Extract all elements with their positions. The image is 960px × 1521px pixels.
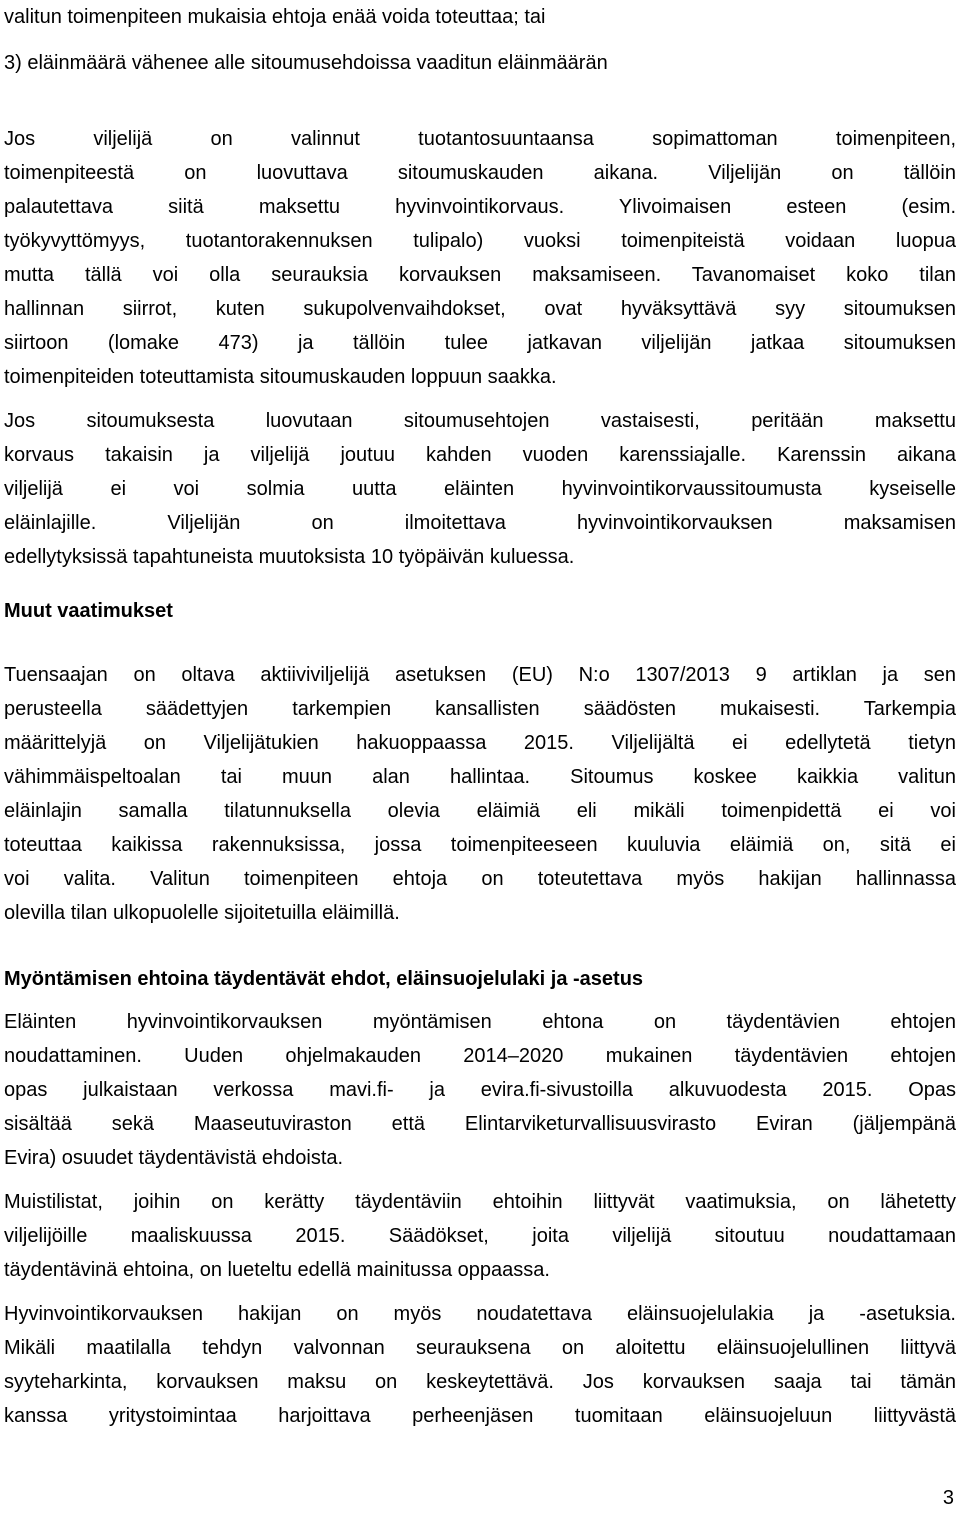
text-line: toimenpiteestä on luovuttava sitoumuskauden aikana. Viljelijän on tällöin	[4, 162, 956, 184]
text-line: vähimmäispeltoalan tai muun alan hallintaa. Sitoumus koskee kaikkia valitun	[4, 766, 956, 788]
text-line: mutta tällä voi olla seurauksia korvauksen maksamiseen. Tavanomaiset koko tilan	[4, 264, 956, 286]
text-line: voi valita. Valitun toimenpiteen ehtoja on toteutettava myös hakijan hallinnassa	[4, 868, 956, 890]
text-line: määrittelyjä on Viljelijätukien hakuoppaassa 2015. Viljelijältä ei edellytetä tietyn	[4, 732, 956, 754]
text-line: Jos sitoumuksesta luovutaan sitoumusehtojen vastaisesti, peritään maksettu	[4, 410, 956, 432]
text-line: sisältää sekä Maaseutuviraston että Elintarviketurvallisuusvirasto Eviran (jäljempänä	[4, 1113, 956, 1135]
text-line: Tuensaajan on oltava aktiiviviljelijä asetuksen (EU) N:o 1307/2013 9 artiklan ja sen	[4, 664, 956, 686]
text-line: valitun toimenpiteen mukaisia ehtoja enää voida toteuttaa; tai	[4, 6, 546, 28]
text-line: eläinlajin samalla tilatunnuksella olevia eläimiä eli mikäli toimenpidettä ei voi	[4, 800, 956, 822]
text-line: hallinnan siirrot, kuten sukupolvenvaihdokset, ovat hyväksyttävä syy sitoumuksen	[4, 298, 956, 320]
text-line: Eläinten hyvinvointikorvauksen myöntämisen ehtona on täydentävien ehtojen	[4, 1011, 956, 1033]
text-line: siirtoon (lomake 473) ja tällöin tulee jatkavan viljelijän jatkaa sitoumuksen	[4, 332, 956, 354]
text-line: Muistilistat, joihin on kerätty täydentäviin ehtoihin liittyvät vaatimuksia, on lähetetty	[4, 1191, 956, 1213]
text-line: opas julkaistaan verkossa mavi.fi- ja evira.fi-sivustoilla alkuvuodesta 2015. Opas	[4, 1079, 956, 1101]
text-line: täydentävinä ehtoina, on lueteltu edellä mainitussa oppaassa.	[4, 1259, 550, 1281]
text-line: työkyvyttömyys, tuotantorakennuksen tulipalo) vuoksi toimenpiteistä voidaan luopua	[4, 230, 956, 252]
text-line: Myöntämisen ehtoina täydentävät ehdot, eläinsuojelulaki ja -asetus	[4, 968, 644, 990]
text-line: Jos viljelijä on valinnut tuotantosuuntaansa sopimattoman toimenpiteen,	[4, 128, 956, 150]
text-line: Hyvinvointikorvauksen hakijan on myös noudatettava eläinsuojelulakia ja -asetuksia.	[4, 1303, 956, 1325]
page-number: 3	[942, 1487, 954, 1509]
text-line: noudattaminen. Uuden ohjelmakauden 2014–2020 mukainen täydentävien ehtojen	[4, 1045, 956, 1067]
text-line: toteuttaa kaikissa rakennuksissa, jossa toimenpiteeseen kuuluvia eläimiä on, sitä ei	[4, 834, 956, 856]
text-line: Muut vaatimukset	[4, 600, 173, 622]
text-line: perusteella säädettyjen tarkempien kansallisten säädösten mukaisesti. Tarkempia	[4, 698, 956, 720]
text-line: Evira) osuudet täydentävistä ehdoista.	[4, 1147, 344, 1169]
text-line: olevilla tilan ulkopuolelle sijoitetuilla eläimillä.	[4, 902, 400, 924]
text-line: eläinlajille. Viljelijän on ilmoitettava hyvinvointikorvauksen maksamisen	[4, 512, 956, 534]
text-line: 3) eläinmäärä vähenee alle sitoumusehdoissa vaaditun eläinmäärän	[4, 52, 608, 74]
text-line: Mikäli maatilalla tehdyn valvonnan seurauksena on aloitettu eläinsuojelullinen liittyvä	[4, 1337, 956, 1359]
text-line: palautettava siitä maksettu hyvinvointikorvaus. Ylivoimaisen esteen (esim.	[4, 196, 956, 218]
text-line: viljelijöille maaliskuussa 2015. Säädökset, joita viljelijä sitoutuu noudattamaan	[4, 1225, 956, 1247]
text-line: edellytyksissä tapahtuneista muutoksista 10 työpäivän kuluessa.	[4, 546, 575, 568]
text-line: korvaus takaisin ja viljelijä joutuu kahden vuoden karenssiajalle. Karenssin aikana	[4, 444, 956, 466]
text-line: toimenpiteiden toteuttamista sitoumuskauden loppuun saakka.	[4, 366, 557, 388]
text-line: viljelijä ei voi solmia uutta eläinten hyvinvointikorvaussitoumusta kyseiselle	[4, 478, 956, 500]
text-line: kanssa yritystoimintaa harjoittava perheenjäsen tuomitaan eläinsuojeluun liittyvästä	[4, 1405, 956, 1427]
text-line: syyteharkinta, korvauksen maksu on keskeytettävä. Jos korvauksen saaja tai tämän	[4, 1371, 956, 1393]
